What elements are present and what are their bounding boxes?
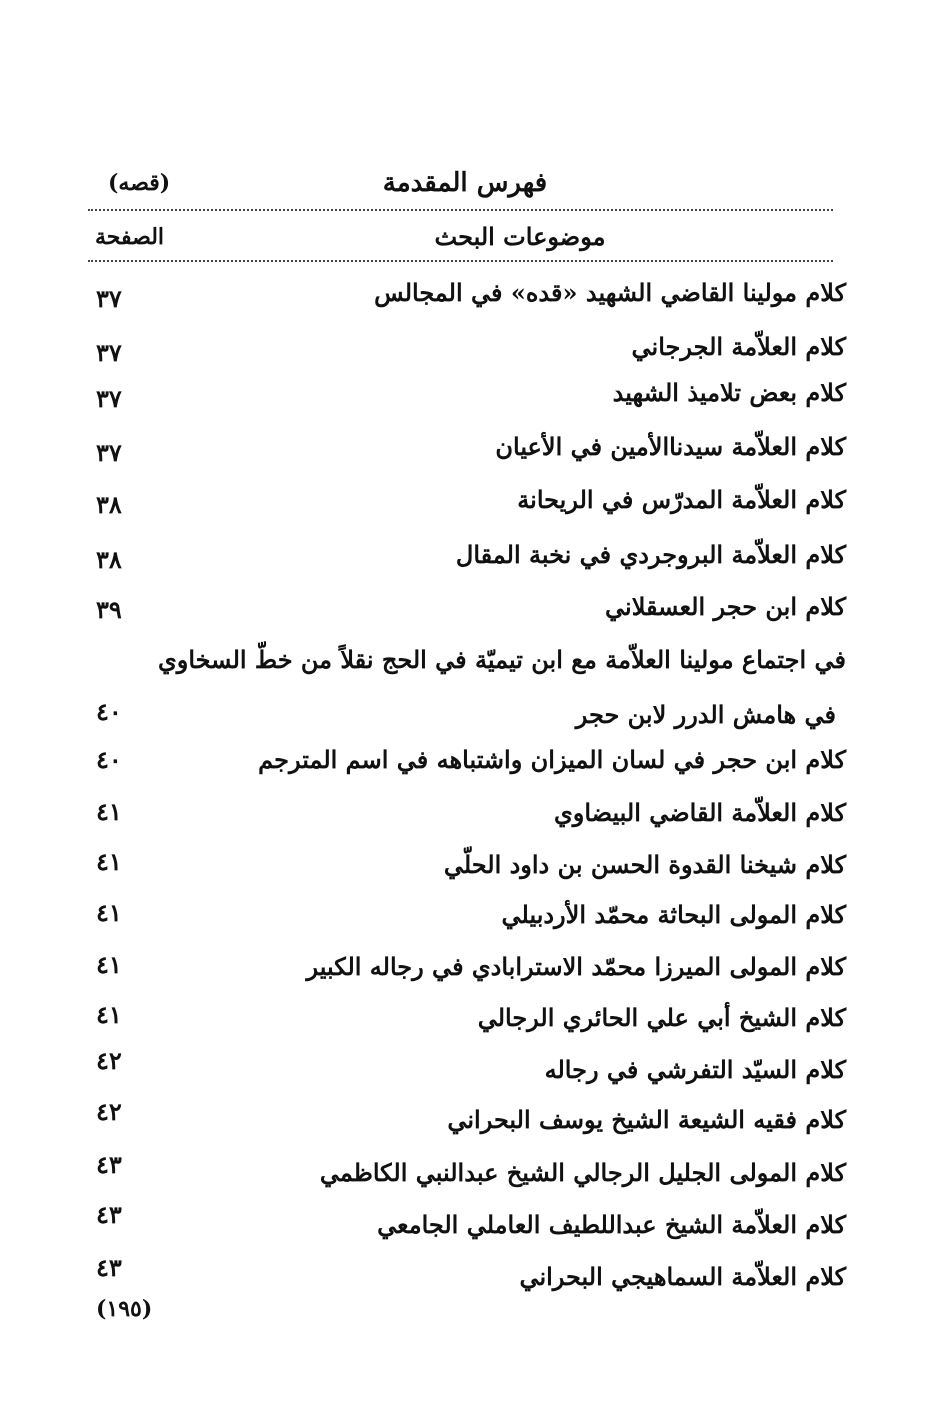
toc-entry-title: في اجتماع مولينا العلاّمة مع ابن تيميّة في الحج نقلاً من خطّ السخاوي (157, 645, 846, 674)
toc-entry-page: ٣٨ (96, 545, 122, 574)
toc-entry-page: ٣٨ (96, 490, 122, 519)
toc-entry-page: ٤٣ (96, 1200, 122, 1229)
toc-entry-title: كلام المولى الميرزا محمّد الاسترابادي في رجاله الكبير (306, 952, 846, 981)
toc-entry-title: كلام العلاّمة البروجردي في نخبة المقال (455, 540, 846, 569)
toc-entry-title: كلام المولى البحاثة محمّد الأردبيلي (501, 900, 846, 929)
toc-entry-title: كلام العلاّمة المدرّس في الريحانة (517, 485, 846, 514)
signature-mark: (١٩٥) (96, 1296, 153, 1322)
toc-entry-page: ٤١ (96, 1000, 122, 1029)
toc-entry-page: ٣٧ (96, 338, 122, 367)
toc-entry-title: كلام العلاّمة القاضي البيضاوي (553, 798, 846, 827)
toc-entry-page: ٤٣ (96, 1253, 122, 1282)
toc-entry-title: كلام مولينا القاضي الشهيد «قده» في المجالس (374, 278, 846, 307)
toc-entry-page: ٣٧ (96, 284, 122, 313)
toc-entry-page: ٣٧ (96, 384, 122, 413)
toc-entry-title: كلام العلاّمة الشيخ عبداللطيف العاملي الجامعي (377, 1210, 846, 1239)
toc-entry-page: ٤١ (96, 797, 122, 826)
toc-entry-page: ٤٠ (96, 745, 122, 774)
page-marker: (قصه) (108, 170, 171, 196)
toc-entry-title: كلام العلاّمة سيدناالأمين في الأعيان (495, 432, 846, 461)
toc-entry-page: ٤٢ (96, 1046, 122, 1075)
toc-entry-title: كلام المولى الجليل الرجالي الشيخ عبدالنبي الكاظمي (319, 1158, 846, 1187)
toc-entry-page: ٤١ (96, 898, 122, 927)
toc-entry-page: ٤١ (96, 950, 122, 979)
toc-entry-page: ٤١ (96, 847, 122, 876)
toc-entry-title: كلام شيخنا القدوة الحسن بن داود الحلّي (443, 850, 846, 879)
toc-entry-title: كلام العلاّمة السماهيجي البحراني (519, 1262, 846, 1291)
column-topic-label: موضوعات البحث (434, 222, 606, 251)
toc-entry-page: ٣٩ (96, 595, 122, 624)
toc-entry-title: كلام فقيه الشيعة الشيخ يوسف البحراني (447, 1105, 846, 1134)
toc-entry-title: كلام السيّد التفرشي في رجاله (544, 1055, 846, 1084)
column-page-label: الصفحة (95, 224, 165, 250)
toc-entry-title: في هامش الدرر لابن حجر (575, 700, 836, 729)
toc-entry-page: ٤٣ (96, 1150, 122, 1179)
toc-entry-page: ٣٧ (96, 438, 122, 467)
toc-entry-title: كلام الشيخ أبي علي الحائري الرجالي (477, 1003, 846, 1032)
toc-entry-title: كلام ابن حجر العسقلاني (605, 592, 846, 621)
toc-entry-title: كلام بعض تلاميذ الشهيد (612, 378, 846, 407)
toc-entry-title: كلام العلاّمة الجرجاني (631, 332, 846, 361)
toc-entry-page: ٤٢ (96, 1097, 122, 1126)
page-title: فهرس المقدمة (382, 168, 548, 198)
toc-entry-page: ٤٠ (96, 697, 122, 726)
toc-entry-title: كلام ابن حجر في لسان الميزان واشتباهه في اسم المترجم (258, 745, 846, 774)
